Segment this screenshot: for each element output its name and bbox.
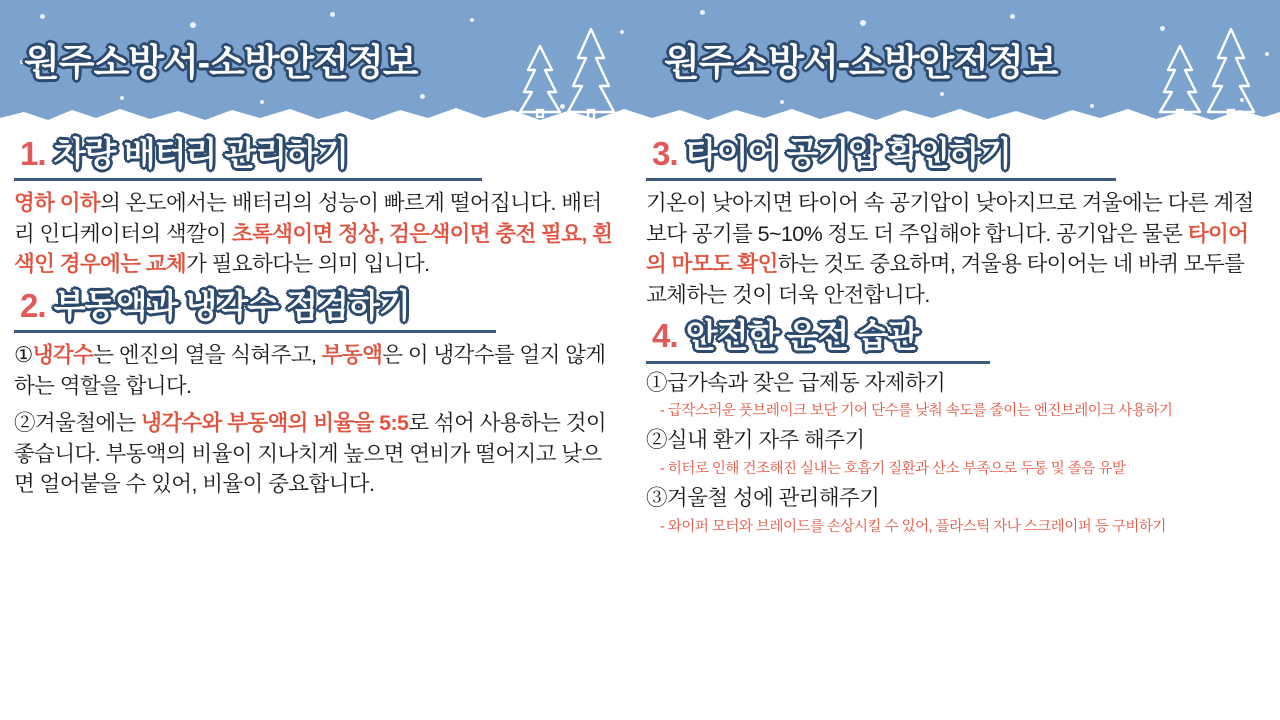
text-plain: 기온이 낮아지면 타이어 속 공기압이 낮아지므로 겨울에는 다른 계절보다 공기를 5~10% 정도 더 주입해야 합니다. 공기압은 물론	[646, 191, 1254, 246]
list-item: ①급가속과 잦은 급제동 자제하기	[646, 370, 946, 395]
section-4-heading	[646, 316, 924, 358]
section-3-underline	[646, 178, 1116, 181]
text-plain: 의 온도에서는 배터리의 성능이 빠르게 떨어집니다. 배터리 인디케이터의 색깔이	[14, 191, 602, 246]
text-plain: 하는 것도 중요하며, 겨울용 타이어는 네 바퀴 모두를 교체하는 것이 더욱 안전합니다.	[646, 252, 1245, 307]
section-2-heading	[14, 286, 416, 328]
text-plain: 는 엔진의 열을 식혀주고,	[93, 343, 322, 368]
section-1-number: 1.	[20, 135, 46, 172]
text-highlight: 부동액	[321, 343, 383, 368]
section-4	[632, 310, 1280, 537]
left-column	[0, 134, 628, 500]
text-plain: 로 섞어 사용하는 것이 좋습니다. 부동액의 비율이 지나치게 높으면 연비가 떨어지고 낮으면 얼어붙을 수 있어, 비율이 중요합니다.	[14, 411, 607, 497]
list-item-note: - 히터로 인해 건조해진 실내는 호흡기 질환과 산소 부족으로 두통 및 졸음 유발	[660, 460, 1126, 477]
section-1-underline	[14, 178, 482, 181]
section-1-title: 차량 배터리 관리하기	[53, 135, 348, 172]
right-column	[632, 134, 1280, 541]
section-1-paragraph	[14, 188, 614, 280]
header-title-left	[24, 32, 417, 86]
text-plain: ②겨울철에는	[14, 411, 142, 436]
header-title-left-text: 원주소방서-소방안전정보	[24, 42, 418, 83]
section-2-paragraph-1	[14, 340, 614, 401]
section-4-number: 4.	[652, 317, 678, 355]
list-item: ②실내 환기 자주 해주기	[646, 428, 865, 453]
section-3-title: 타이어 공기압 확인하기	[685, 135, 1011, 172]
list-item: ③겨울철 성에 관리해주기	[646, 486, 880, 511]
section-3-number: 3.	[652, 135, 678, 172]
list-item-note: - 급작스러운 풋브레이크 보단 기어 단수를 낮춰 속도를 줄이는 엔진브레이크 사용하기	[660, 403, 1173, 420]
section-2	[0, 280, 628, 500]
header-title-right-text: 원주소방서-소방안전정보	[664, 42, 1058, 83]
text-plain: ①	[14, 343, 33, 368]
header-titles	[0, 0, 1280, 128]
text-highlight: 냉각수와 부동액의 비율을 5:5	[141, 411, 409, 436]
text-highlight: 초록색이면 정상, 검은색이면 충전 필요, 흰색인 경우에는 교체	[14, 221, 613, 277]
header-title-right	[664, 32, 1057, 86]
section-3-paragraph	[646, 188, 1266, 310]
list-item-note: - 와이퍼 모터와 브레이드를 손상시킬 수 있어, 플라스틱 자나 스크레이퍼 등 구비하기	[660, 518, 1166, 535]
text-highlight: 냉각수	[32, 343, 94, 368]
section-2-underline	[14, 330, 496, 333]
section-3-heading	[646, 134, 1017, 176]
text-plain: 가 필요하다는 의미 입니다.	[186, 252, 430, 277]
text-plain: 은 이 냉각수를 얼지 않게 하는 역할을 합니다.	[14, 343, 606, 398]
section-1-heading	[14, 134, 354, 176]
section-1	[0, 134, 628, 280]
section-2-paragraph-2	[14, 408, 614, 500]
section-3	[632, 134, 1280, 310]
section-4-title: 안전한 운전 습관	[685, 317, 919, 355]
text-highlight: 영하 이하	[14, 191, 101, 216]
section-4-underline	[646, 361, 990, 364]
section-2-title: 부동액과 냉각수 점검하기	[53, 286, 410, 324]
text-highlight: 타이어의 마모도 확인	[646, 221, 1249, 277]
section-2-number: 2.	[20, 286, 46, 324]
